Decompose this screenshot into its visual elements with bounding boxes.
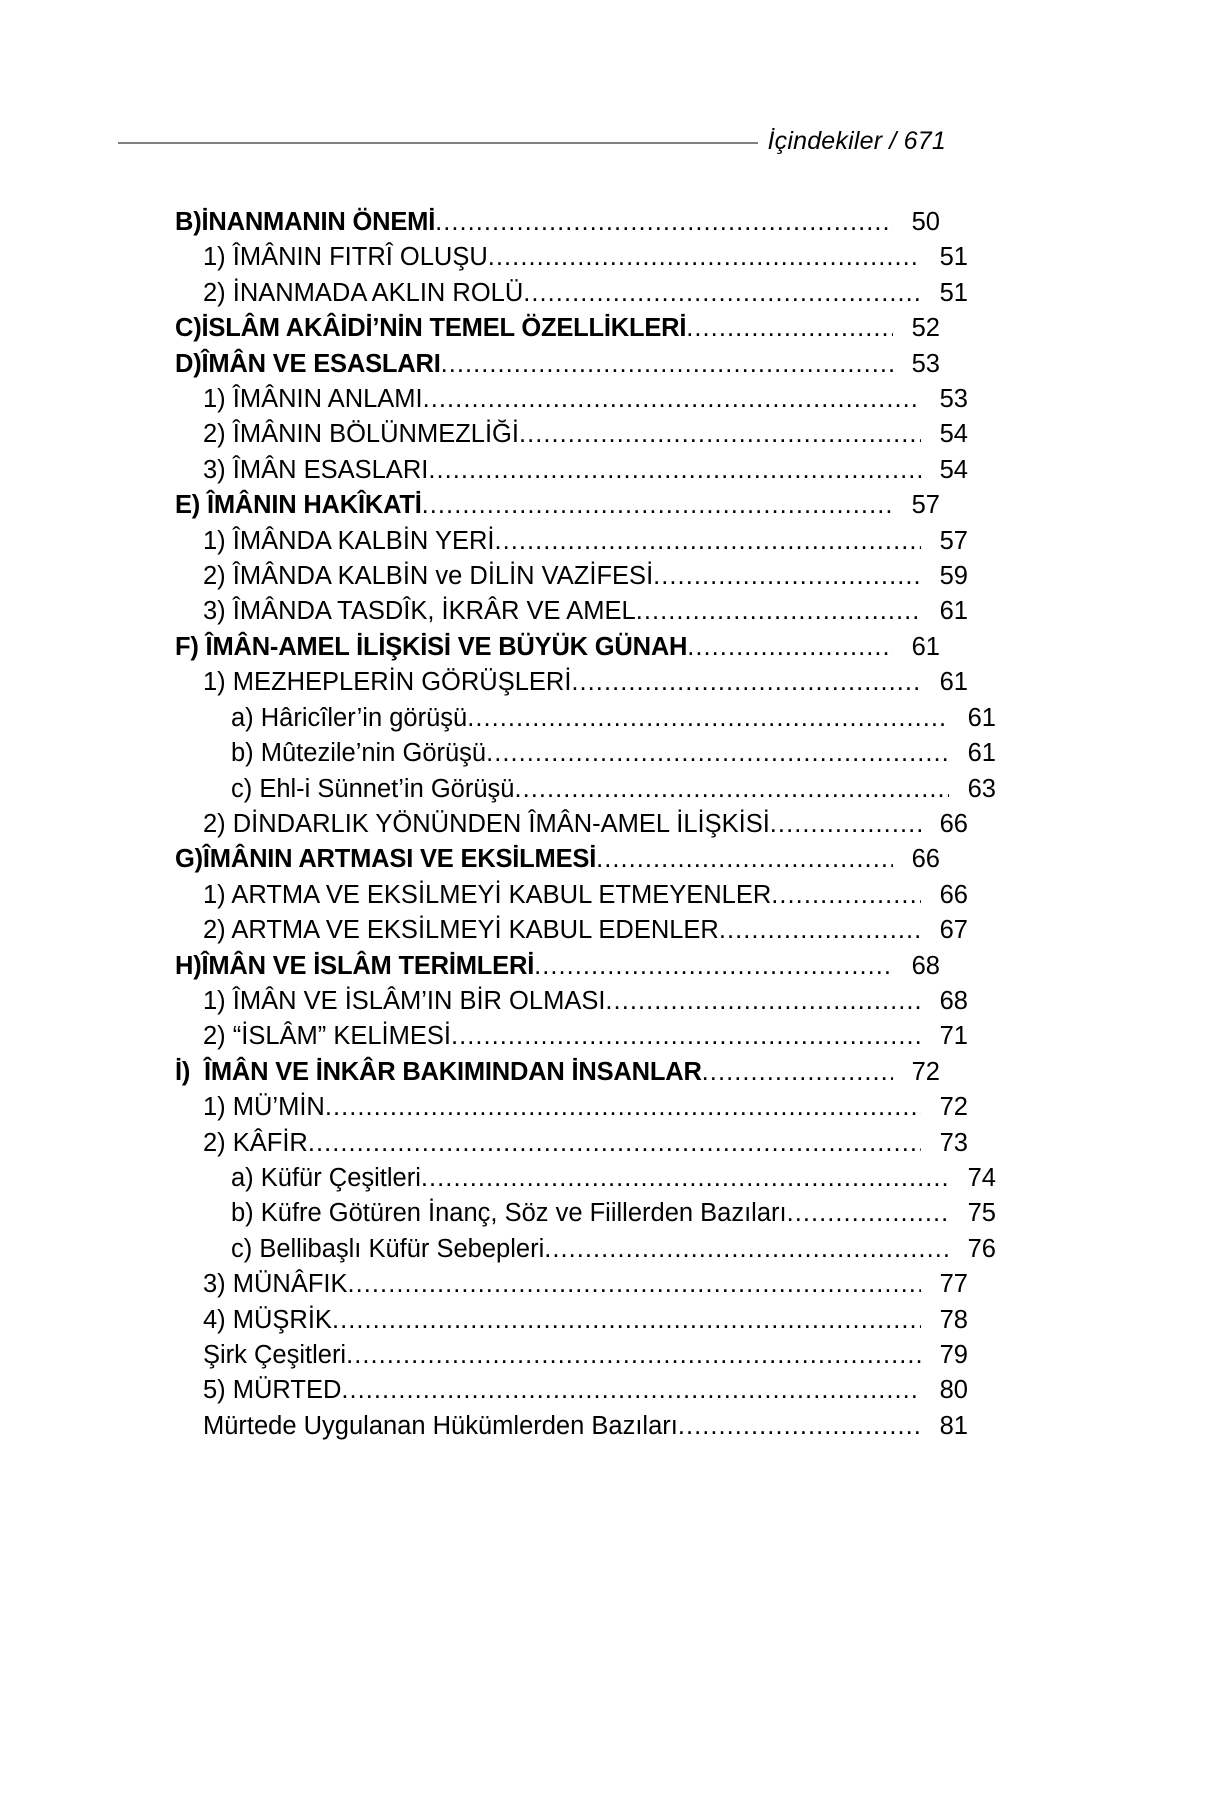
- toc-entry-page: 53: [939, 385, 968, 414]
- toc-entry-page: 68: [939, 986, 968, 1015]
- toc-entry-label: G)ÎMÂNIN ARTMASI VE EKSİLMESİ: [175, 845, 597, 874]
- toc-entry[interactable]: [203, 594, 968, 629]
- toc-entry-page: 61: [939, 597, 968, 626]
- toc-leader-dots: [514, 777, 949, 803]
- toc-leader-dots: [486, 741, 949, 767]
- toc-entry-label: 3) ÎMÂN ESASLARI: [203, 455, 429, 484]
- toc-entry-page: 61: [911, 632, 940, 661]
- toc-entry-label: Şirk Çeşitleri: [203, 1341, 347, 1369]
- toc-entry-page: 57: [911, 491, 940, 520]
- toc-entry-label: 1) ÎMÂNDA KALBİN YERİ: [203, 526, 495, 555]
- toc-entry[interactable]: [175, 842, 940, 877]
- toc-leader-dots: [571, 670, 921, 696]
- toc-entry-label: a) Küfür Çeşitleri: [231, 1163, 421, 1192]
- toc-leader-dots: [346, 1343, 921, 1369]
- toc-entry-label: 4) MÜŞRİK: [203, 1305, 332, 1334]
- toc-entry[interactable]: [203, 1303, 968, 1338]
- toc-leader-dots: [702, 1060, 893, 1086]
- toc-entry-page: 80: [939, 1376, 968, 1405]
- toc-leader-dots: [422, 493, 893, 519]
- toc-entry-page: 54: [939, 420, 968, 449]
- toc-entry[interactable]: [203, 1090, 968, 1125]
- toc-leader-dots: [678, 1414, 921, 1440]
- toc-leader-dots: [423, 387, 921, 413]
- header-rule-divider: [118, 142, 758, 144]
- toc-entry-page: 51: [939, 278, 968, 307]
- toc-leader-dots: [534, 954, 893, 980]
- toc-leader-dots: [687, 635, 893, 661]
- header-title: İçindekiler / 671: [767, 127, 946, 155]
- toc-entry-label: E) ÎMÂNIN HAKÎKATİ: [175, 491, 422, 520]
- toc-entry-label: 2) ÎMÂNIN BÖLÜNMEZLİĞİ: [203, 420, 519, 449]
- toc-leader-dots: [308, 1131, 921, 1157]
- toc-entry-label: İ) ÎMÂN VE İNKÂR BAKIMINDAN İNSANLAR: [175, 1057, 702, 1086]
- toc-entry-label: 2) ARTMA VE EKSİLMEYİ KABUL EDENLER: [203, 916, 719, 945]
- toc-entry[interactable]: [203, 1338, 968, 1373]
- toc-leader-dots: [544, 1237, 949, 1263]
- toc-leader-dots: [787, 1201, 949, 1227]
- toc-entry-label: 1) ÎMÂNIN ANLAMI: [203, 385, 423, 414]
- toc-leader-dots: [719, 918, 921, 944]
- toc-entry[interactable]: [175, 205, 940, 240]
- toc-entry-page: 61: [939, 668, 968, 697]
- toc-entry[interactable]: [231, 701, 996, 736]
- toc-entry-page: 57: [939, 526, 968, 555]
- toc-leader-dots: [771, 883, 921, 909]
- toc-entry[interactable]: [203, 1267, 968, 1302]
- toc-entry-label: 2) DİNDARLIK YÖNÜNDEN ÎMÂN-AMEL İLİŞKİSİ: [203, 809, 770, 838]
- toc-entry-label: c) Ehl-i Sünnet’in Görüşü: [231, 774, 515, 803]
- running-header: [118, 112, 946, 156]
- toc-entry-label: 2) KÂFİR: [203, 1128, 308, 1157]
- toc-entry-label: 3) MÜNÂFIK: [203, 1270, 348, 1299]
- toc-entry-page: 77: [939, 1270, 968, 1299]
- toc-entry-label: 2) İNANMADA AKLIN ROLÜ: [203, 278, 524, 307]
- toc-entry-label: H)ÎMÂN VE İSLÂM TERİMLERİ: [175, 951, 535, 980]
- toc-entry[interactable]: [203, 878, 968, 913]
- toc-entry[interactable]: [175, 347, 940, 382]
- toc-entry-label: D)ÎMÂN VE ESASLARI: [175, 349, 441, 378]
- toc-leader-dots: [325, 1095, 921, 1121]
- toc-entry-label: 1) ARTMA VE EKSİLMEYİ KABUL ETMEYENLER: [203, 880, 772, 909]
- toc-entry-label: 1) ÎMÂN VE İSLÂM’IN BİR OLMASI: [203, 986, 606, 1015]
- toc-entry-page: 67: [939, 916, 968, 945]
- toc-entry-page: 81: [939, 1411, 968, 1440]
- toc-leader-dots: [488, 245, 921, 271]
- toc-entry-page: 61: [967, 739, 996, 768]
- toc-entry[interactable]: [203, 984, 968, 1019]
- toc-entry-label: F) ÎMÂN-AMEL İLİŞKİSİ VE BÜYÜK GÜNAH: [175, 632, 688, 661]
- toc-entry[interactable]: [203, 1126, 968, 1161]
- toc-leader-dots: [596, 847, 893, 873]
- toc-entry[interactable]: [203, 240, 968, 275]
- toc-entry-page: 73: [939, 1128, 968, 1157]
- toc-leader-dots: [653, 564, 921, 590]
- toc-leader-dots: [519, 422, 921, 448]
- toc-entry[interactable]: [175, 311, 940, 346]
- toc-entry[interactable]: [231, 1161, 996, 1196]
- toc-entry-label: b) Küfre Götüren İnanç, Söz ve Fiillerden Bazıları: [231, 1199, 787, 1228]
- toc-entry-page: 61: [967, 703, 996, 732]
- toc-leader-dots: [348, 1272, 921, 1298]
- toc-entry[interactable]: [203, 276, 968, 311]
- toc-entry-page: 68: [911, 951, 940, 980]
- toc-entry-page: 59: [939, 562, 968, 591]
- toc-entry-page: 54: [939, 455, 968, 484]
- toc-leader-dots: [636, 599, 921, 625]
- toc-leader-dots: [605, 989, 921, 1015]
- toc-entry-page: 74: [967, 1163, 996, 1192]
- toc-leader-dots: [451, 1024, 921, 1050]
- toc-entry[interactable]: [231, 1232, 996, 1267]
- toc-entry[interactable]: [203, 559, 968, 594]
- toc-entry-label: 2) “İSLÂM” KELİMESİ: [203, 1022, 451, 1051]
- toc-leader-dots: [523, 281, 921, 307]
- toc-leader-dots: [770, 812, 921, 838]
- toc-leader-dots: [428, 458, 921, 484]
- toc-entry[interactable]: [203, 382, 968, 417]
- toc-entry-page: 75: [967, 1199, 996, 1228]
- toc-entry-label: 1) MEZHEPLERİN GÖRÜŞLERİ: [203, 668, 572, 697]
- toc-entry-page: 53: [911, 349, 940, 378]
- toc-entry[interactable]: [203, 1373, 968, 1408]
- toc-leader-dots: [435, 210, 893, 236]
- toc-entry-page: 78: [939, 1305, 968, 1334]
- toc-entry[interactable]: [175, 630, 940, 665]
- toc-entry-page: 51: [939, 243, 968, 272]
- toc-entry[interactable]: [203, 417, 968, 452]
- table-of-contents: [175, 205, 996, 1444]
- toc-entry[interactable]: [203, 1409, 968, 1444]
- toc-entry[interactable]: [203, 807, 968, 842]
- toc-entry-label: 2) ÎMÂNDA KALBİN ve DİLİN VAZİFESİ: [203, 562, 654, 591]
- toc-leader-dots: [441, 352, 893, 378]
- toc-entry-page: 66: [911, 845, 940, 874]
- toc-leader-dots: [332, 1308, 921, 1334]
- toc-entry-page: 66: [939, 880, 968, 909]
- toc-entry-label: 1) ÎMÂNIN FITRÎ OLUŞU: [203, 243, 488, 272]
- toc-entry-page: 50: [911, 208, 940, 236]
- toc-entry-label: C)İSLÂM AKÂİDİ’NİN TEMEL ÖZELLİKLERİ: [175, 314, 687, 343]
- toc-entry[interactable]: [231, 736, 996, 771]
- toc-entry-page: 76: [967, 1234, 996, 1263]
- toc-entry-label: 5) MÜRTED: [203, 1376, 342, 1405]
- toc-entry[interactable]: [203, 453, 968, 488]
- toc-entry[interactable]: [203, 524, 968, 559]
- toc-entry[interactable]: [203, 665, 968, 700]
- toc-entry-page: 63: [967, 774, 996, 803]
- toc-entry-label: B)İNANMANIN ÖNEMİ: [175, 208, 436, 236]
- toc-leader-dots: [686, 316, 893, 342]
- toc-leader-dots: [421, 1166, 949, 1192]
- toc-entry-page: 71: [939, 1022, 968, 1051]
- toc-entry[interactable]: [175, 488, 940, 523]
- toc-entry[interactable]: [203, 1019, 968, 1054]
- toc-entry-page: 66: [939, 809, 968, 838]
- toc-entry-label: 3) ÎMÂNDA TASDÎK, İKRÂR VE AMEL: [203, 597, 636, 626]
- toc-entry-page: 79: [939, 1341, 968, 1369]
- toc-entry-page: 72: [939, 1093, 968, 1122]
- toc-entry[interactable]: [175, 949, 940, 984]
- toc-entry-label: c) Bellibaşlı Küfür Sebepleri: [231, 1234, 545, 1263]
- toc-leader-dots: [494, 529, 921, 555]
- toc-entry[interactable]: [231, 772, 996, 807]
- toc-entry-page: 72: [911, 1057, 940, 1086]
- toc-leader-dots: [341, 1378, 921, 1404]
- toc-entry[interactable]: [175, 1055, 940, 1090]
- toc-leader-dots: [467, 706, 949, 732]
- toc-entry-label: a) Hâricîler’in görüşü: [231, 703, 468, 732]
- toc-entry[interactable]: [231, 1196, 996, 1231]
- toc-entry-label: Mürtede Uygulanan Hükümlerden Bazıları: [203, 1411, 678, 1440]
- toc-entry-label: 1) MÜ’MİN: [203, 1093, 325, 1122]
- toc-entry[interactable]: [203, 913, 968, 948]
- toc-entry-page: 52: [911, 314, 940, 343]
- toc-entry-label: b) Mûtezile’nin Görüşü: [231, 739, 487, 768]
